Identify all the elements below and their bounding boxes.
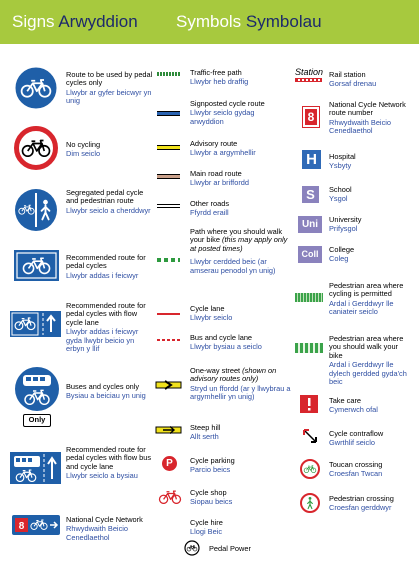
symbol-ncn-number-cy: Rhwydwaith Beicio Cenedlaethol <box>329 117 392 136</box>
symbol-hospital <box>329 153 413 171</box>
sign-contraflow <box>66 302 154 353</box>
symbol-hospital-en: Hospital <box>329 152 356 161</box>
symbol-walk-bike-en-italic: (this may apply only at posted times) <box>190 235 288 253</box>
one-way-street-symbol <box>155 379 182 392</box>
symbol-other-roads-en: Other roads <box>190 199 230 208</box>
signs-heading-en: Signs <box>12 12 55 31</box>
hospital-icon: H <box>302 150 321 169</box>
signposted-route-symbol <box>157 111 180 116</box>
contraflow-lane-sign-icon <box>10 311 61 337</box>
sign-segregated <box>66 189 156 215</box>
signs-heading <box>12 12 138 32</box>
rail-track-mark <box>295 78 322 82</box>
symbols-heading-cy: Symbolau <box>245 12 322 31</box>
symbol-steep-hill <box>190 424 290 442</box>
symbol-college <box>329 246 413 264</box>
symbol-college-en: College <box>329 245 355 254</box>
symbol-cycle-hire-en: Cycle hire <box>190 518 223 527</box>
cycle-shop-icon <box>157 489 183 504</box>
traffic-free-path-symbol <box>157 72 180 76</box>
symbol-ped-crossing-cy: Croesfan gerddwyr <box>329 503 392 513</box>
take-care-icon <box>300 395 318 413</box>
symbol-cycle-parking-cy: Parcio beics <box>190 465 231 475</box>
main-road-symbol <box>157 174 180 179</box>
symbol-ped-area-walk-cy: Ardal i Gerddwyr lle dylech gerdded gyda'ch beic <box>329 360 407 387</box>
symbol-hospital-cy: Ysbyty <box>329 161 352 171</box>
pedestrian-area-cycling-symbol <box>295 293 323 302</box>
pedestrian-crossing-icon <box>300 493 320 513</box>
symbol-toucan <box>329 461 413 479</box>
sign-bus-cycle-lane-en: Recommended route for pedal cycles with flow bus and cycle lane <box>66 445 152 471</box>
symbol-rail-station-cy: Gorsaf drenau <box>329 79 377 89</box>
symbol-school <box>329 186 413 204</box>
bus-cycle-lane-symbol <box>157 339 180 341</box>
symbol-college-cy: Coleg <box>329 254 349 264</box>
ncn-sign-number: 8 <box>18 521 25 532</box>
walk-bike-path-symbol <box>157 258 180 262</box>
toucan-crossing-icon <box>300 459 320 479</box>
symbol-ped-area-cycling <box>329 282 413 317</box>
symbol-ped-area-cycling-cy: Ardal i Gerddwyr lle caniateir seiclo <box>329 298 394 317</box>
bus-cycle-lane-sign-icon <box>10 452 61 484</box>
cycle-lane-symbol <box>157 313 180 315</box>
sign-buses-cycles-cy: Bysiau a beiciau yn unig <box>66 391 146 401</box>
symbol-walk-bike <box>190 228 292 275</box>
symbol-walk-bike-en <box>190 228 292 253</box>
header-banner <box>0 0 419 44</box>
sign-cycle-only-cy: Llwybr ar gyfer beicwyr yn unig <box>66 87 152 106</box>
advisory-route-symbol <box>157 145 180 150</box>
symbol-take-care-en: Take care <box>329 396 362 405</box>
symbol-advisory-en: Advisory route <box>190 139 238 148</box>
sign-bus-cycle-lane <box>66 446 156 481</box>
symbol-signposted-cy: Llwybr seiclo gydag arwyddion <box>190 108 255 126</box>
symbol-traffic-free <box>190 69 290 87</box>
sign-no-cycling-en: No cycling <box>66 140 101 149</box>
symbol-signposted <box>190 100 290 126</box>
symbol-main-road-en: Main road route <box>190 169 242 178</box>
signs-heading-cy: Arwyddion <box>58 12 138 31</box>
symbol-ped-crossing <box>329 495 413 513</box>
buses-cycles-sign-icon <box>14 366 60 412</box>
symbol-one-way-en-italic: (shown on advisory routes only) <box>190 366 277 384</box>
symbol-university <box>329 216 413 234</box>
rail-station-icon-text: Station <box>295 67 324 77</box>
sign-recommended-en: Recommended route for pedal cycles <box>66 253 146 271</box>
symbol-other-roads-cy: Ffyrdd eraill <box>190 208 229 218</box>
recommended-route-sign-icon <box>14 250 59 281</box>
symbol-cycle-shop-en: Cycle shop <box>190 488 227 497</box>
symbol-main-road-cy: Llwybr ar briffordd <box>190 178 250 188</box>
symbol-main-road <box>190 170 290 188</box>
symbol-one-way-en-plain: One-way street <box>190 366 243 375</box>
symbol-advisory <box>190 140 290 158</box>
symbol-university-en: University <box>329 215 362 224</box>
ncn-route-number-icon: 8 <box>303 107 319 127</box>
symbol-contraflow-en: Cycle contraflow <box>329 429 384 438</box>
symbol-rail-station <box>329 71 413 89</box>
symbol-bus-cycle-lane-cy: Llwybr bysiau a seiclo <box>190 342 262 352</box>
sign-cycle-only-en: Route to be used by pedal cycles only <box>66 70 153 88</box>
sign-contraflow-en: Recommended route for pedal cycles with flow cycle lane <box>66 301 146 327</box>
symbol-one-way-cy: Stryd un ffordd (ar y llwybrau a argymhellir yn unig) <box>190 383 291 402</box>
sign-recommended-cy: Llwybr addas i feicwyr <box>66 270 139 280</box>
symbol-take-care <box>329 397 413 415</box>
symbol-one-way-en <box>190 367 292 384</box>
symbol-toucan-en: Toucan crossing <box>329 460 383 469</box>
symbol-signposted-en: Signposted cycle route <box>190 99 265 108</box>
symbol-university-cy: Prifysgol <box>329 224 358 234</box>
symbols-heading <box>176 12 322 32</box>
sign-bus-cycle-lane-cy: Llwybr seiclo a bysiau <box>66 471 138 481</box>
sign-ncn <box>66 516 156 542</box>
symbol-cycle-shop <box>190 489 290 507</box>
sign-ncn-cy: Rhwydwaith Beicio Cenedlaethol <box>66 524 129 542</box>
symbol-pedal-power-en: Pedal Power <box>209 544 251 553</box>
symbol-ncn-number <box>329 101 413 136</box>
symbol-walk-bike-en-plain: Path where you should walk your bike <box>190 227 283 245</box>
symbol-advisory-cy: Llwybr a argymhellir <box>190 148 256 158</box>
pedal-power-icon <box>184 540 200 556</box>
symbol-contraflow-cy: Gwrthlif seiclo <box>329 438 375 448</box>
cycle-parking-icon: P <box>162 456 177 471</box>
segregated-route-sign-icon <box>14 188 58 232</box>
sign-no-cycling <box>66 141 154 159</box>
sign-segregated-cy: Llwybr seiclo a cherddwyr <box>66 205 151 215</box>
sign-no-cycling-cy: Dim seiclo <box>66 149 101 159</box>
symbol-cycle-hire <box>190 519 290 537</box>
symbol-school-en: School <box>329 185 352 194</box>
symbol-ped-area-walk-en: Pedestrian area where you should walk your bike <box>329 334 404 360</box>
symbol-bus-cycle-lane <box>190 334 290 352</box>
ncn-sign-icon <box>12 515 60 535</box>
sign-ncn-en: National Cycle Network <box>66 515 143 524</box>
university-icon: Uni <box>298 216 322 233</box>
symbol-traffic-free-cy: Llwybr heb draffig <box>190 77 249 87</box>
symbol-walk-bike-cy: Llwybr cerdded beic (ar amserau penodol yn unig) <box>190 257 276 275</box>
other-roads-symbol <box>157 204 180 208</box>
symbol-cycle-parking <box>190 457 290 475</box>
symbol-steep-hill-en: Steep hill <box>190 423 221 432</box>
school-icon: S <box>302 186 319 203</box>
symbol-school-cy: Ysgol <box>329 194 348 204</box>
pedestrian-area-walk-symbol <box>295 343 323 353</box>
symbol-one-way <box>190 367 292 402</box>
sign-segregated-en: Segregated pedal cycle and pedestrian route <box>66 188 144 206</box>
symbol-cycle-lane-cy: Llwybr seiclo <box>190 313 233 323</box>
symbol-ped-crossing-en: Pedestrian crossing <box>329 494 394 503</box>
symbol-cycle-lane-en: Cycle lane <box>190 304 225 313</box>
symbol-steep-hill-cy: Allt serth <box>190 432 219 442</box>
sign-buses-cycles <box>66 383 154 401</box>
cycle-only-sign-icon <box>14 66 58 110</box>
only-plate: Only <box>23 414 51 427</box>
symbol-ncn-number-en: National Cycle Network route number <box>329 100 406 118</box>
sign-contraflow-cy: Llwybr addas i feicwyr gyda llwybr beicio yn erbyn y llif <box>66 327 139 354</box>
symbol-toucan-cy: Croesfan Twcan <box>329 469 383 479</box>
college-icon: Coll <box>298 246 322 263</box>
symbol-rail-station-en: Rail station <box>329 70 366 79</box>
symbol-ped-area-walk <box>329 335 413 386</box>
contraflow-arrow-icon <box>301 427 319 445</box>
symbol-other-roads <box>190 200 290 218</box>
sign-cycle-only <box>66 71 154 106</box>
symbol-take-care-cy: Cymerwch ofal <box>329 405 378 415</box>
symbol-bus-cycle-lane-en: Bus and cycle lane <box>190 333 253 342</box>
symbols-heading-en: Symbols <box>176 12 242 31</box>
symbol-ped-area-cycling-en: Pedestrian area where cycling is permitted <box>329 281 404 299</box>
sign-recommended <box>66 254 156 280</box>
rail-station-icon <box>295 67 323 82</box>
no-cycling-sign-icon <box>14 126 58 170</box>
sign-buses-cycles-en: Buses and cycles only <box>66 382 140 391</box>
symbol-traffic-free-en: Traffic-free path <box>190 68 242 77</box>
symbol-contraflow <box>329 430 413 448</box>
steep-hill-symbol <box>155 424 182 437</box>
symbol-cycle-hire-cy: Llogi Beic <box>190 527 223 537</box>
symbol-pedal-power <box>209 545 289 553</box>
symbol-cycle-parking-en: Cycle parking <box>190 456 235 465</box>
symbol-cycle-shop-cy: Siopau beics <box>190 497 233 507</box>
symbol-cycle-lane <box>190 305 290 323</box>
